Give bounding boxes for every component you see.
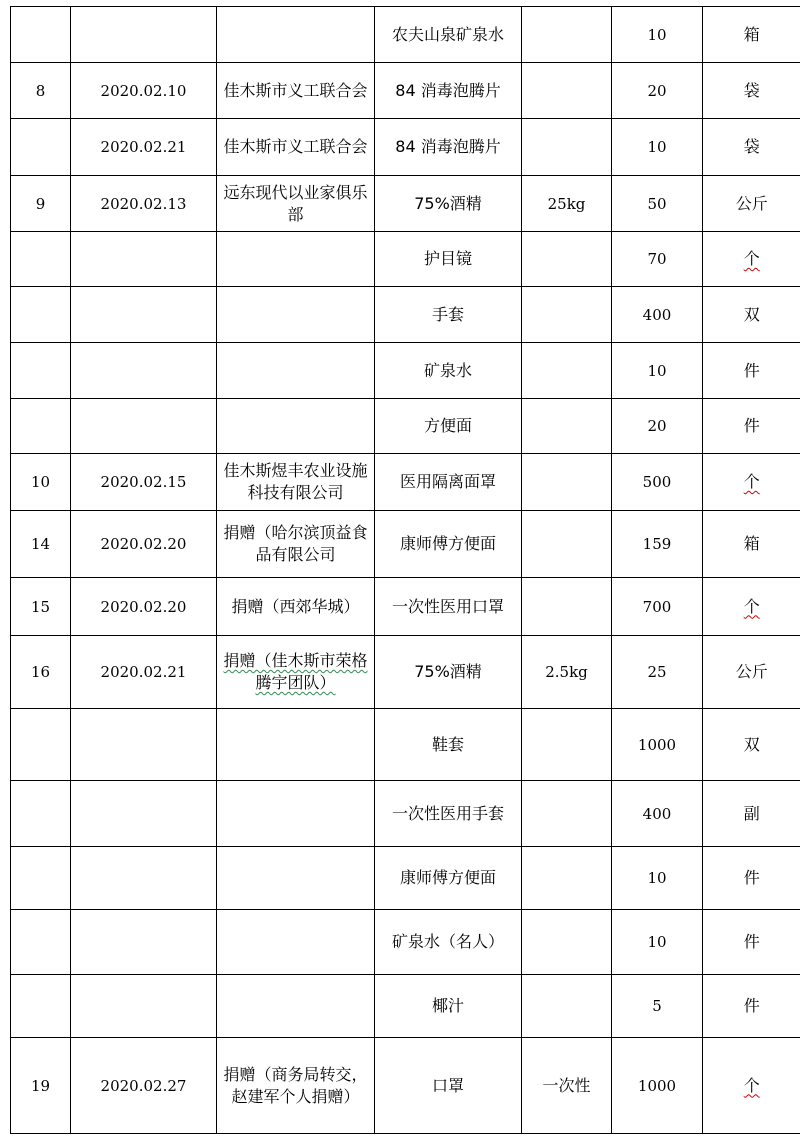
cell-donor: 捐赠（商务局转交，赵建军个人捐赠） bbox=[217, 1038, 375, 1134]
cell-date: 2020.02.21 bbox=[71, 119, 217, 176]
cell-unit bbox=[703, 578, 800, 636]
cell-item: 矿泉水（名人） bbox=[375, 910, 522, 975]
cell-date bbox=[71, 399, 217, 454]
table-row bbox=[11, 636, 800, 709]
cell-date bbox=[71, 343, 217, 399]
cell-date: 2020.02.13 bbox=[71, 176, 217, 232]
unit-text: 个 bbox=[743, 472, 760, 491]
table-row bbox=[11, 63, 800, 119]
donation-table-sheet bbox=[10, 6, 800, 1134]
cell-spec bbox=[522, 232, 612, 287]
table-row bbox=[11, 176, 800, 232]
cell-item: 手套 bbox=[375, 287, 522, 343]
cell-item: 一次性医用手套 bbox=[375, 781, 522, 847]
cell-spec bbox=[522, 781, 612, 847]
cell-unit: 件 bbox=[703, 399, 800, 454]
cell-unit: 双 bbox=[703, 287, 800, 343]
cell-qty: 25 bbox=[612, 636, 703, 709]
table-row bbox=[11, 287, 800, 343]
cell-no: 16 bbox=[11, 636, 71, 709]
table-row bbox=[11, 119, 800, 176]
table-row bbox=[11, 399, 800, 454]
cell-item: 护目镜 bbox=[375, 232, 522, 287]
cell-date: 2020.02.20 bbox=[71, 578, 217, 636]
unit-text: 个 bbox=[743, 1075, 760, 1095]
cell-spec bbox=[522, 975, 612, 1038]
cell-spec bbox=[522, 63, 612, 119]
cell-no bbox=[11, 343, 71, 399]
cell-no bbox=[11, 119, 71, 176]
cell-date bbox=[71, 910, 217, 975]
cell-donor bbox=[217, 343, 375, 399]
cell-date bbox=[71, 287, 217, 343]
cell-qty: 1000 bbox=[612, 1038, 703, 1134]
cell-unit: 袋 bbox=[703, 63, 800, 119]
cell-no: 19 bbox=[11, 1038, 71, 1134]
cell-no bbox=[11, 287, 71, 343]
cell-donor: 捐赠（哈尔滨顶益食品有限公司 bbox=[217, 511, 375, 578]
cell-item: 84 消毒泡腾片 bbox=[375, 63, 522, 119]
cell-unit: 件 bbox=[703, 910, 800, 975]
cell-date: 2020.02.27 bbox=[71, 1038, 217, 1134]
cell-qty: 20 bbox=[612, 399, 703, 454]
cell-spec bbox=[522, 7, 612, 63]
table-row bbox=[11, 847, 800, 910]
cell-item: 一次性医用口罩 bbox=[375, 578, 522, 636]
table-row bbox=[11, 709, 800, 781]
cell-qty: 50 bbox=[612, 176, 703, 232]
cell-donor bbox=[217, 399, 375, 454]
cell-item: 84 消毒泡腾片 bbox=[375, 119, 522, 176]
cell-spec bbox=[522, 399, 612, 454]
cell-no bbox=[11, 910, 71, 975]
cell-unit: 箱 bbox=[703, 511, 800, 578]
table-row bbox=[11, 578, 800, 636]
cell-date: 2020.02.21 bbox=[71, 636, 217, 709]
cell-no: 10 bbox=[11, 454, 71, 511]
cell-date bbox=[71, 7, 217, 63]
cell-no bbox=[11, 781, 71, 847]
cell-no bbox=[11, 709, 71, 781]
donation-table bbox=[10, 6, 800, 1134]
cell-donor: 捐赠（西郊华城） bbox=[217, 578, 375, 636]
cell-no: 8 bbox=[11, 63, 71, 119]
cell-qty: 400 bbox=[612, 781, 703, 847]
cell-item: 75%酒精 bbox=[375, 636, 522, 709]
cell-item: 口罩 bbox=[375, 1038, 522, 1134]
table-row bbox=[11, 343, 800, 399]
cell-qty: 1000 bbox=[612, 709, 703, 781]
cell-donor: 佳木斯市义工联合会 bbox=[217, 63, 375, 119]
cell-spec bbox=[522, 287, 612, 343]
cell-spec: 2.5kg bbox=[522, 636, 612, 709]
cell-unit: 件 bbox=[703, 343, 800, 399]
cell-date bbox=[71, 232, 217, 287]
cell-donor bbox=[217, 709, 375, 781]
cell-item: 矿泉水 bbox=[375, 343, 522, 399]
cell-unit bbox=[703, 232, 800, 287]
cell-no bbox=[11, 232, 71, 287]
cell-qty: 159 bbox=[612, 511, 703, 578]
table-row bbox=[11, 7, 800, 63]
cell-date bbox=[71, 709, 217, 781]
unit-text: 个 bbox=[743, 249, 760, 268]
cell-spec bbox=[522, 709, 612, 781]
donor-text: 捐赠（佳木斯市荣格腾宇团队） bbox=[223, 651, 368, 692]
cell-spec bbox=[522, 511, 612, 578]
cell-date: 2020.02.15 bbox=[71, 454, 217, 511]
cell-no bbox=[11, 399, 71, 454]
cell-qty: 700 bbox=[612, 578, 703, 636]
cell-spec bbox=[522, 343, 612, 399]
cell-item: 康师傅方便面 bbox=[375, 847, 522, 910]
cell-spec bbox=[522, 454, 612, 511]
cell-date: 2020.02.10 bbox=[71, 63, 217, 119]
cell-unit: 袋 bbox=[703, 119, 800, 176]
cell-donor bbox=[217, 287, 375, 343]
cell-qty: 10 bbox=[612, 119, 703, 176]
cell-unit: 件 bbox=[703, 975, 800, 1038]
cell-unit: 双 bbox=[703, 709, 800, 781]
cell-spec: 一次性 bbox=[522, 1038, 612, 1134]
cell-donor: 佳木斯煜丰农业设施科技有限公司 bbox=[217, 454, 375, 511]
cell-donor bbox=[217, 910, 375, 975]
cell-item: 医用隔离面罩 bbox=[375, 454, 522, 511]
cell-date bbox=[71, 847, 217, 910]
cell-donor bbox=[217, 847, 375, 910]
cell-date bbox=[71, 781, 217, 847]
table-row bbox=[11, 1038, 800, 1134]
cell-date: 2020.02.20 bbox=[71, 511, 217, 578]
cell-unit bbox=[703, 454, 800, 511]
cell-item: 方便面 bbox=[375, 399, 522, 454]
cell-donor bbox=[217, 636, 375, 709]
cell-qty: 20 bbox=[612, 63, 703, 119]
cell-item: 康师傅方便面 bbox=[375, 511, 522, 578]
table-row bbox=[11, 511, 800, 578]
cell-no: 14 bbox=[11, 511, 71, 578]
cell-donor: 佳木斯市义工联合会 bbox=[217, 119, 375, 176]
cell-donor bbox=[217, 232, 375, 287]
cell-spec: 25kg bbox=[522, 176, 612, 232]
cell-item: 鞋套 bbox=[375, 709, 522, 781]
cell-spec bbox=[522, 847, 612, 910]
cell-no: 15 bbox=[11, 578, 71, 636]
cell-donor: 远东现代以业家俱乐部 bbox=[217, 176, 375, 232]
cell-no: 9 bbox=[11, 176, 71, 232]
cell-donor bbox=[217, 7, 375, 63]
cell-qty: 400 bbox=[612, 287, 703, 343]
table-row bbox=[11, 454, 800, 511]
cell-unit: 副 bbox=[703, 781, 800, 847]
cell-donor bbox=[217, 781, 375, 847]
cell-donor bbox=[217, 975, 375, 1038]
cell-date bbox=[71, 975, 217, 1038]
cell-qty: 10 bbox=[612, 910, 703, 975]
cell-item: 农夫山泉矿泉水 bbox=[375, 7, 522, 63]
cell-unit bbox=[703, 1038, 800, 1134]
table-row bbox=[11, 781, 800, 847]
table-row bbox=[11, 232, 800, 287]
cell-qty: 500 bbox=[612, 454, 703, 511]
cell-item: 椰汁 bbox=[375, 975, 522, 1038]
cell-unit: 公斤 bbox=[703, 176, 800, 232]
cell-qty: 10 bbox=[612, 343, 703, 399]
cell-unit: 件 bbox=[703, 847, 800, 910]
cell-qty: 10 bbox=[612, 7, 703, 63]
cell-no bbox=[11, 847, 71, 910]
cell-spec bbox=[522, 910, 612, 975]
cell-spec bbox=[522, 578, 612, 636]
cell-spec bbox=[522, 119, 612, 176]
cell-qty: 10 bbox=[612, 847, 703, 910]
cell-no bbox=[11, 975, 71, 1038]
cell-item: 75%酒精 bbox=[375, 176, 522, 232]
cell-unit: 箱 bbox=[703, 7, 800, 63]
cell-qty: 70 bbox=[612, 232, 703, 287]
table-row bbox=[11, 910, 800, 975]
cell-qty: 5 bbox=[612, 975, 703, 1038]
unit-text: 个 bbox=[743, 596, 760, 616]
cell-unit: 公斤 bbox=[703, 636, 800, 709]
table-row bbox=[11, 975, 800, 1038]
cell-no bbox=[11, 7, 71, 63]
